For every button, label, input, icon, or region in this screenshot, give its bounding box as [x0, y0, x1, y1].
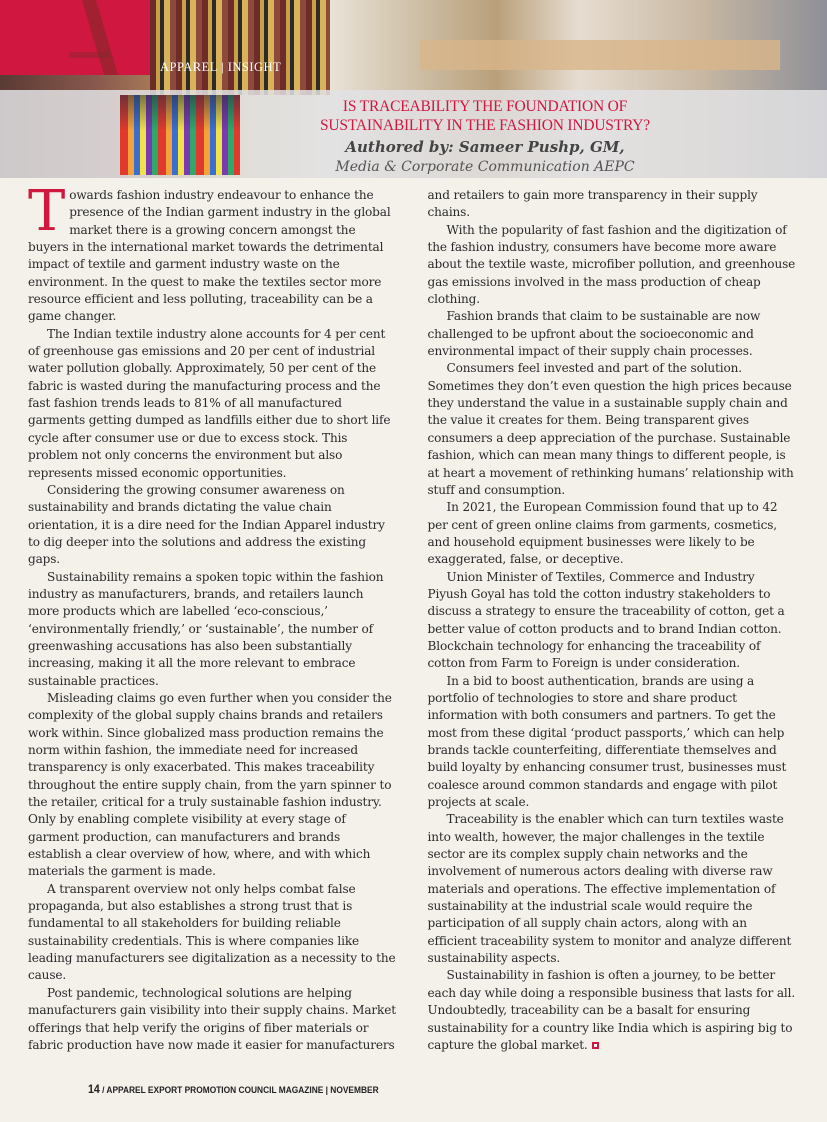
paragraph-text: Sustainability in fashion is often a journey, to be better each day while doing a responsible business that lasts for all. Undoubtedly, traceability can be a basalt for ensuring sustainability for a country like India which is aspiring big to capture the global market. — [427, 968, 796, 1052]
paragraph: Traceability is the enabler which can turn textiles waste into wealth, however, the major challenges in the textile sector are its complex supply chain networks and the involvement of numerous actors dealing with diverse raw materials and operations. The effective implementation of sustainability at the industrial scale would require the participation of all supply chain actors, along with an efficient traceability system to monitor and analyze different sustainability aspects. — [427, 812, 792, 966]
drop-cap: T — [28, 179, 66, 244]
publication-name: / APPAREL EXPORT PROMOTION COUNCIL MAGAZINE | NOVEMBER — [102, 1085, 379, 1096]
section-label: APPAREL | INSIGHT — [160, 60, 282, 74]
author-affiliation: Media & Corporate Communication AEPC — [335, 159, 635, 175]
paragraph: Union Minister of Textiles, Commerce and Industry Piyush Goyal has told the cotton industry stakeholders to discuss a strategy to ensure the traceability of cotton, get a better value of cotton products and to brand Indian cotton. Blockchain technology for enhancing the traceability of cotton from Farm to Foreign is under consideration. — [427, 569, 785, 671]
page-footer — [88, 1082, 379, 1096]
textile-thumbnail-image — [120, 95, 240, 175]
end-mark-icon — [592, 1042, 599, 1049]
title-line-1: IS TRACEABILITY THE FOUNDATION OF — [342, 98, 628, 115]
paragraph: A transparent overview not only helps combat false propaganda, but also establishes a strong trust that is fundamental to all stakeholders for building reliable sustainability credentials. This is where companies like leading manufacturers see digitalization as a necessity to the cause. — [28, 881, 396, 983]
paragraph: With the popularity of fast fashion and the digitization of the fashion industry, consumers have become more aware about the textile waste, microfiber pollution, and greenhouse gas emissions involved in the mass production of cheap clothing. — [427, 222, 796, 307]
paragraph — [28, 179, 397, 326]
page-number: 14 — [88, 1082, 100, 1096]
clothing-rack-image — [150, 0, 330, 95]
title-line-2: SUSTAINABILITY IN THE FASHION INDUSTRY? — [320, 117, 650, 134]
author-byline: Authored by: Sameer Pushp, GM, — [345, 138, 625, 156]
paragraph-text: owards fashion industry endeavour to enhance the presence of the Indian garment industry in the global market there is a growing concern amongst the buyers in the international market towards the detrimental impact of textile and garment industry waste on the environment. In the quest to make the textiles sector more resource efficient and less polluting, traceability can be a game changer. — [28, 188, 391, 324]
paragraph: Sustainability remains a spoken topic within the fashion industry as manufacturers, brands, and retailers launch more products which are labelled ‘eco-conscious,’ ‘environmentally friendly,’ or ‘sustainable’, the number of greenwashing accusations has also been substantially increasing, making it all the more relevant to embrace sustainable practices. — [28, 569, 384, 688]
paragraph: Consumers feel invested and part of the solution. Sometimes they don’t even question the high prices because they understand the value in a sustainable supply chain and the value it creates for them. Being transparent gives consumers a deep appreciation of the purchase. Sustainable fashion, which can mean many things to different people, is at heart a movement of rethinking humans’ relationship with stuff and consumption. — [427, 361, 794, 497]
paragraph — [428, 967, 797, 1054]
paragraph: In a bid to boost authentication, brands are using a portfolio of technologies to store and share product information with both consumers and partners. To get the most from these digital ‘product passports,’ which can help brands tackle counterfeiting, differentiate themselves and build loyalty by enhancing consumer trust, businesses must coalesce around common standards and engage with pilot projects at scale. — [427, 673, 787, 810]
paragraph: Considering the growing consumer awareness on sustainability and brands dictating the value chain orientation, it is a dire need for the Indian Apparel industry to dig deeper into the solutions and address the existing gaps. — [28, 482, 385, 567]
paragraph: Misleading claims go even further when you consider the complexity of the global supply chains brands and retailers work within. Since globalized mass production remains the norm within fashion, the immediate need for increased transparency is only exacerbated. This makes traceability throughout the entire supply chain, from the yarn spinner to the retailer, critical for a truly sustainable fashion industry. Only by enabling complete visibility at every stage of garment production, can manufacturers and brands establish a clear overview of how, where, and with which materials the garment is made. — [28, 690, 392, 879]
article-title — [280, 97, 690, 135]
article-body — [28, 179, 796, 1067]
apparel-logo-icon — [0, 0, 150, 75]
shelf-image — [420, 40, 780, 70]
paragraph: In 2021, the European Commission found that up to 42 per cent of green online claims from garments, cosmetics, and household equipment businesses were likely to be exaggerated, false, or deceptive. — [427, 500, 778, 567]
paragraph: Fashion brands that claim to be sustainable are now challenged to be upfront about the socioeconomic and environmental impact of their supply chain processes. — [427, 309, 761, 359]
paragraph: Post pandemic, technological solutions are helping manufacturers gain visibility into their supply chains. Market offerings that help verify the origins of fiber materials or fabric production have now made it easier for manufacturers and retailers to gain more transparency in their supply chains. — [28, 188, 758, 1052]
paragraph: The Indian textile industry alone accounts for 4 per cent of greenhouse gas emissions and 20 per cent of industrial water pollution globally. Approximately, 50 per cent of the fabric is wasted during the manufacturing process and the fast fashion trends leads to 81% of all manufactured garments getting dumped as landfills either due to short life cycle after consumer use or due to excess stock. This problem not only concerns the environment but also represents missed economic opportunities. — [28, 326, 391, 480]
